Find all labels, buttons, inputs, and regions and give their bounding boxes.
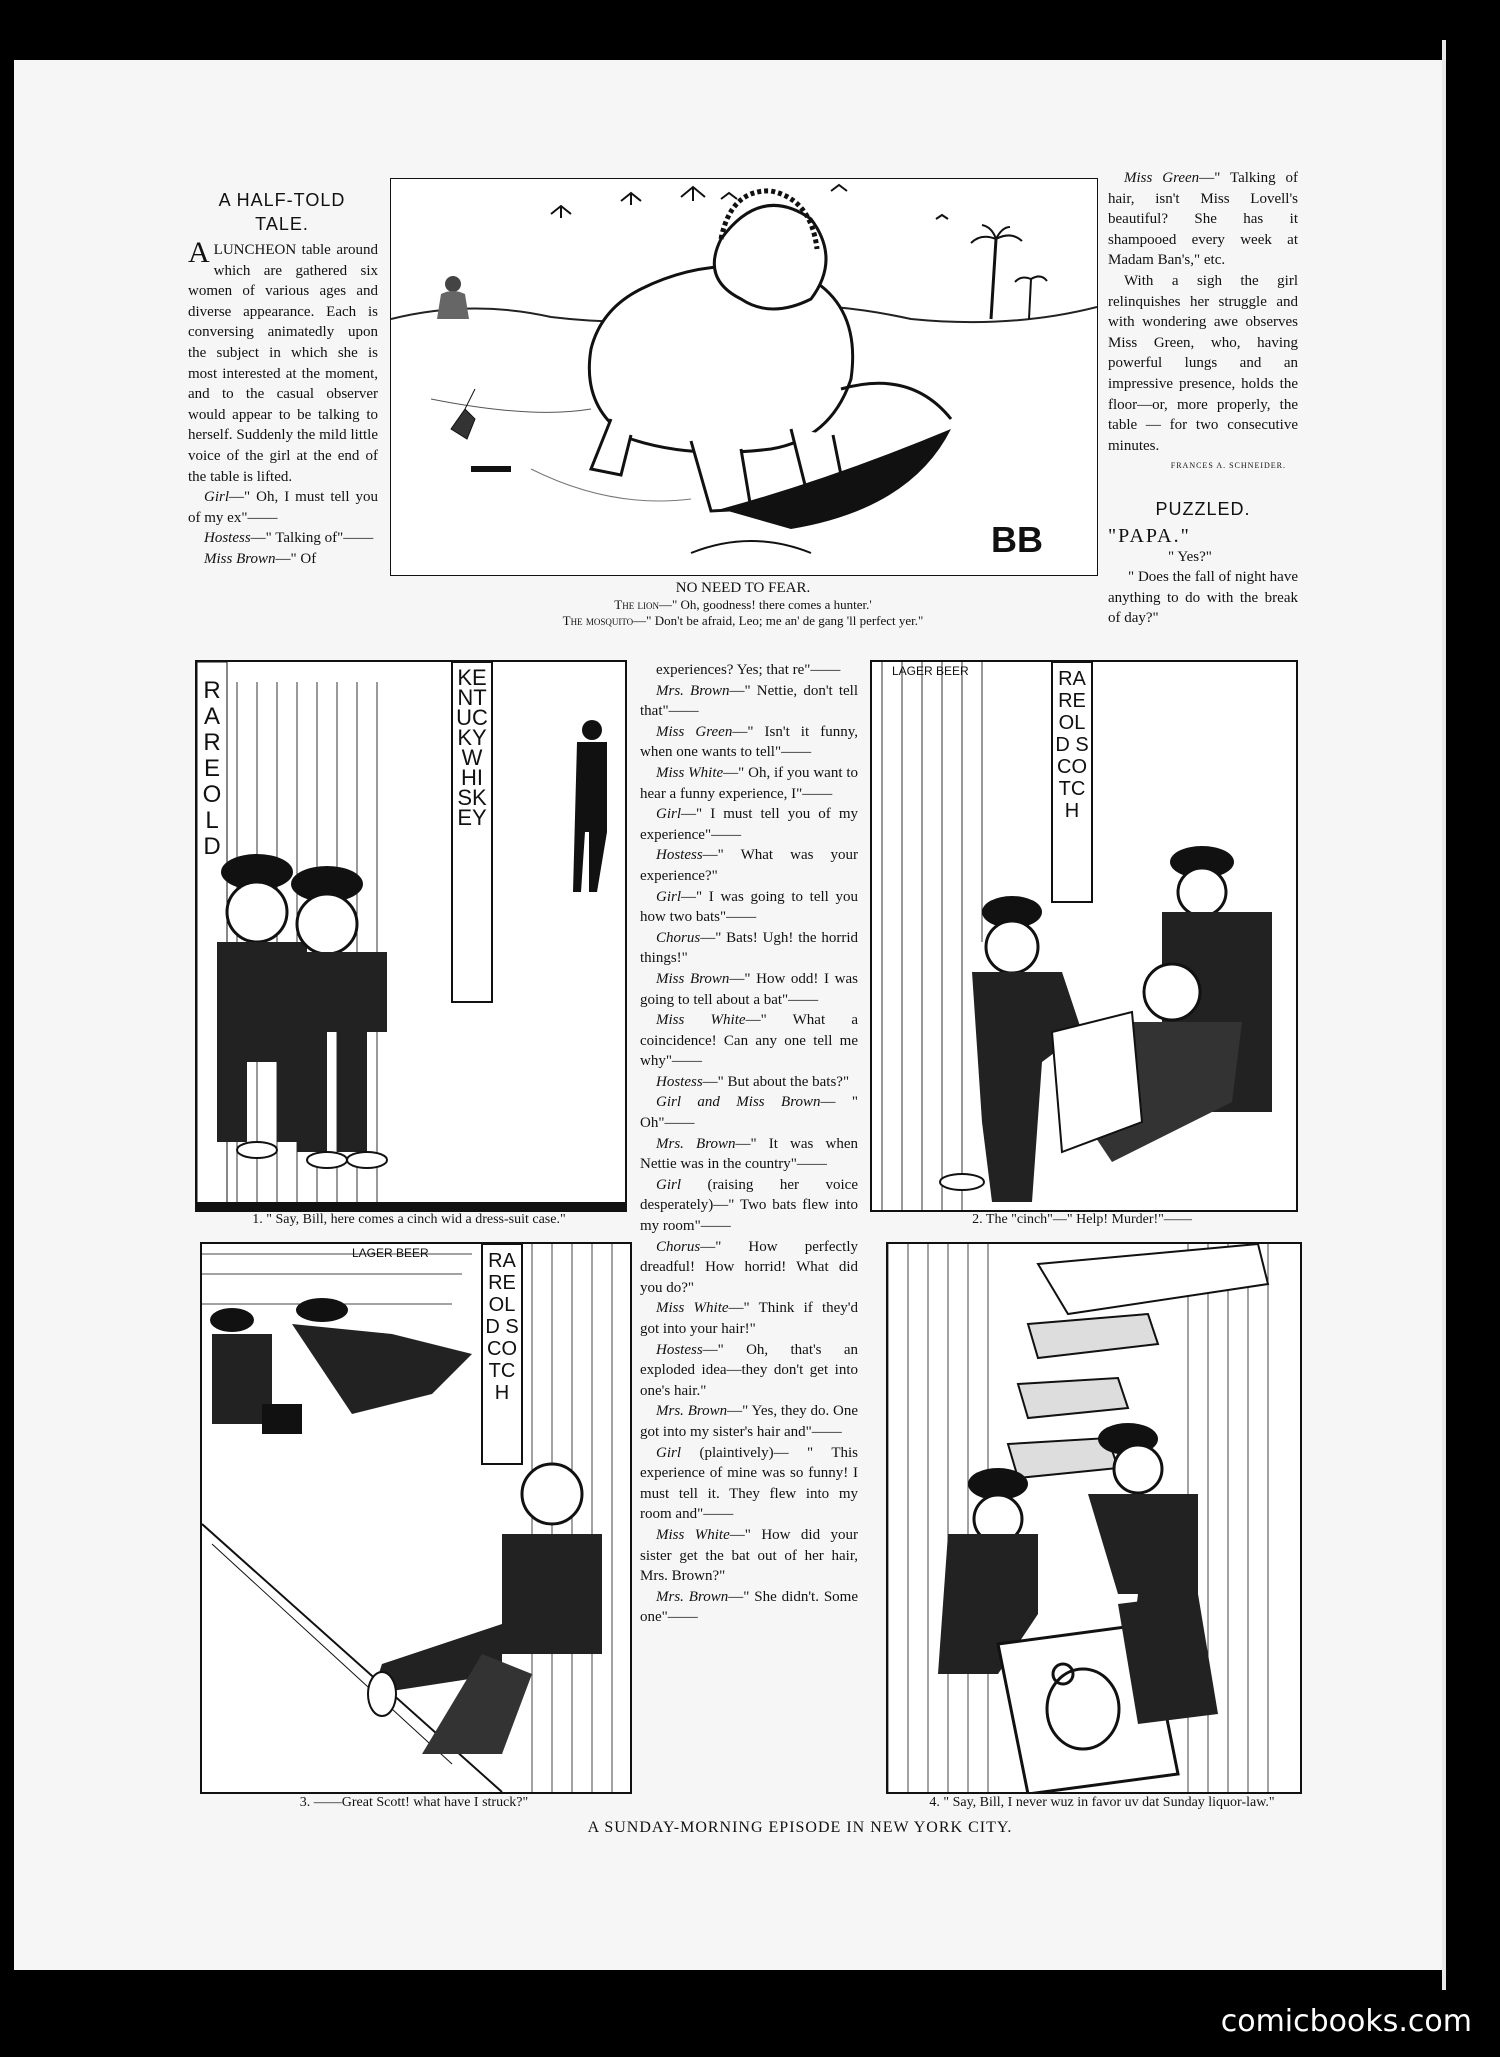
dialogue-text: —" Talking of"—— <box>250 530 374 547</box>
dialogue-paragraph <box>640 1175 858 1237</box>
mosquito-speaker: The mosquito <box>562 613 634 628</box>
comic-panel-4 <box>886 1242 1302 1794</box>
speaker-name: Miss White <box>656 764 724 781</box>
comic-panel-4-caption: 4. " Say, Bill, I never wuz in favor uv dat Sunday liquor-law." <box>929 1795 1275 1810</box>
sign-lager-beer-2: LAGER BEER <box>352 1246 429 1260</box>
lion-cartoon-caption <box>390 580 1096 629</box>
article-title <box>192 188 372 236</box>
article-title-line2: TALE. <box>255 214 309 234</box>
comic-panel-2 <box>870 660 1298 1212</box>
speaker-name: Hostess <box>656 1341 703 1358</box>
comic-panel-2-caption: 2. The "cinch"—" Help! Murder!"—— <box>972 1212 1192 1227</box>
lion-cartoon-line1 <box>390 597 1096 613</box>
lion-speaker: The lion <box>614 597 659 612</box>
speaker-name: Mrs. Brown <box>656 1588 729 1605</box>
speaker-name: Miss Brown <box>204 550 276 567</box>
speaker-name: Miss White <box>656 1012 746 1029</box>
dialogue-paragraph <box>640 681 858 722</box>
comic-panel-1-illustration <box>197 662 625 1210</box>
dialogue-text: —" Oh, that's an exploded idea—they don't get into one's hair." <box>640 1341 858 1399</box>
mosquito-quote: —" Don't be afraid, Leo; me an' de gang 'll perfect yer." <box>633 613 924 628</box>
dialogue-text: With a sigh the girl relinquishes her struggle and with wondering awe observes Miss Green, who, having powerful lungs and an impressive presence, holds the floor—or, more properly, the table — for two consecutive minutes. <box>1108 272 1298 454</box>
speaker-name: Hostess <box>204 530 251 547</box>
comic-panel-1-caption: 1. " Say, Bill, here comes a cinch wid a dress-suit case." <box>252 1212 566 1227</box>
dialogue-text: —" Talking of hair, isn't Miss Lovell's beautiful? She has it shampooed every week at Madam Ban's," etc. <box>1108 170 1298 269</box>
puzzled-text <box>1108 526 1298 629</box>
speaker-name: Girl <box>656 888 682 905</box>
lion-quote: —" Oh, goodness! there comes a hunter.' <box>658 597 872 612</box>
dialogue-paragraph <box>188 528 378 549</box>
speaker-name: Girl and Miss Brown <box>656 1094 821 1111</box>
comic-panel-3-illustration <box>202 1244 630 1792</box>
dialogue-paragraph <box>640 1092 858 1133</box>
dialogue-text: —" How odd! I was going to tell about a bat"—— <box>640 970 858 1008</box>
dialogue-paragraph <box>640 660 858 681</box>
drop-cap: A <box>188 236 210 269</box>
dialogue-paragraph <box>640 804 858 845</box>
puzzled-line3: " Does the fall of night have anything to do with the break of day?" <box>1108 569 1298 627</box>
lion-cartoon-frame <box>390 178 1098 576</box>
comic-panel-3 <box>200 1242 632 1794</box>
speaker-name: Chorus <box>656 929 701 946</box>
dialogue-paragraph <box>640 845 858 886</box>
speaker-name: Hostess <box>656 847 703 864</box>
dialogue-paragraph <box>640 1072 858 1093</box>
speaker-name: Miss Green <box>1124 170 1200 186</box>
puzzled-line1: "PAPA." <box>1108 525 1191 547</box>
dialogue-text: LUNCHEON table around which are gathered six women of various ages and diverse appearance. Each is conversing animatedly upon the subject in which she is most interested at the moment, and to the casual observer would appear to be talking to herself. Suddenly the mild little voice of the girl at the end of the table is lifted. <box>188 242 378 485</box>
speaker-name: Mrs. Brown <box>656 682 730 699</box>
dialogue-paragraph <box>640 1298 858 1339</box>
dialogue-text: experiences? Yes; that re"—— <box>656 662 841 678</box>
sign-kentucky-whiskey: KENTUCKY WHISKEY <box>456 665 488 830</box>
dialogue-text: (plaintively)— " This experience of mine was so funny! I must tell it. They flew into my room and"—— <box>640 1444 858 1523</box>
dialogue-text: —" Of <box>275 550 317 567</box>
speaker-name: Chorus <box>656 1238 701 1255</box>
dialogue-text: — " Oh"—— <box>640 1094 859 1132</box>
speaker-name: Girl <box>656 1444 682 1461</box>
sign-rare-old-scotch-2: RARE OLD SCOTCH <box>485 1250 519 1404</box>
dialogue-text: —" I was going to tell you how two bats"—— <box>640 888 858 926</box>
article-column-3 <box>1108 168 1298 456</box>
dialogue-paragraph <box>640 1237 858 1299</box>
dialogue-text: —" Oh, if you want to hear a funny experience, I"—— <box>640 764 858 802</box>
lion-cartoon-title: NO NEED TO FEAR. <box>675 580 811 596</box>
speaker-name: Girl <box>204 489 230 506</box>
artist-monogram: BB <box>991 519 1043 560</box>
dialogue-text: —" Think if they'd got into your hair!" <box>640 1300 859 1337</box>
dialogue-paragraph <box>640 928 858 969</box>
dialogue-text: (raising her voice desperately)—" Two bats flew into my room"—— <box>640 1176 858 1235</box>
dialogue-text: —" How did your sister get the bat out of her hair, Mrs. Brown?" <box>640 1526 859 1585</box>
site-watermark: comicbooks.com <box>1220 2004 1472 2039</box>
dialogue-paragraph <box>640 969 858 1010</box>
dialogue-paragraph <box>640 1340 858 1402</box>
comic-panel-1 <box>195 660 627 1212</box>
dialogue-paragraph <box>640 1443 858 1525</box>
dialogue-paragraph <box>640 1587 858 1628</box>
sign-rare-old: RARE OLD <box>202 677 222 860</box>
dialogue-paragraph <box>640 1134 858 1175</box>
dialogue-paragraph <box>640 1525 858 1587</box>
dialogue-text: —" She didn't. Some one"—— <box>640 1588 859 1626</box>
article-column-1 <box>188 236 378 570</box>
dialogue-paragraph <box>640 1010 858 1072</box>
dialogue-text: —" Yes, they do. One got into my sister's hair and"—— <box>640 1403 858 1440</box>
dialogue-paragraph <box>188 487 378 528</box>
speaker-name: Hostess <box>656 1073 703 1090</box>
comic-strip-title: A SUNDAY-MORNING EPISODE IN NEW YORK CITY. <box>587 1819 1013 1836</box>
puzzled-line2: " Yes?" <box>1168 548 1212 565</box>
comic-panel-3-caption: 3. ——Great Scott! what have I struck?" <box>299 1795 529 1810</box>
article-column-2 <box>640 660 858 1628</box>
speaker-name: Miss White <box>656 1300 729 1317</box>
page-edge <box>1442 40 1446 1990</box>
speaker-name: Miss Brown <box>656 970 730 987</box>
lion-cartoon-illustration <box>391 179 1097 575</box>
dialogue-text: —" What was your experience?" <box>640 847 858 884</box>
speaker-name: Miss Green <box>656 723 733 740</box>
speaker-name: Mrs. Brown <box>656 1403 728 1420</box>
lion-cartoon-line2 <box>390 613 1096 629</box>
dialogue-paragraph <box>1108 271 1298 456</box>
dialogue-paragraph <box>640 763 858 804</box>
puzzled-title: PUZZLED. <box>1155 499 1251 519</box>
dialogue-paragraph <box>1108 168 1298 271</box>
dialogue-text: —" What a coincidence! Can any one tell me why"—— <box>640 1012 859 1070</box>
dialogue-text: —" Bats! Ugh! the horrid things!" <box>640 929 858 967</box>
speaker-name: Miss White <box>656 1526 730 1543</box>
article-author: FRANCES A. SCHNEIDER. <box>1170 461 1286 470</box>
speaker-name: Girl <box>656 806 682 823</box>
dialogue-text: —" Isn't it funny, when one wants to tell"—— <box>640 723 858 761</box>
speaker-name: Girl <box>656 1176 682 1193</box>
dialogue-paragraph <box>640 887 858 928</box>
dialogue-text: —" It was when Nettie was in the country"—— <box>640 1135 858 1173</box>
sign-rare-old-scotch: RARE OLD SCOTCH <box>1055 668 1089 822</box>
dialogue-text: —" Oh, I must tell you of my ex"—— <box>188 489 378 526</box>
comic-panel-4-illustration <box>888 1244 1300 1792</box>
dialogue-text: —" Nettie, don't tell that"—— <box>640 682 858 720</box>
sign-lager-beer: LAGER BEER <box>892 664 969 678</box>
dialogue-paragraph <box>640 722 858 763</box>
speaker-name: Mrs. Brown <box>656 1135 736 1152</box>
dialogue-paragraph <box>640 1401 858 1442</box>
dialogue-text: —" I must tell you of my experience"—— <box>640 806 858 843</box>
dialogue-paragraph <box>188 549 378 570</box>
dialogue-text: —" How perfectly dreadful! How horrid! What did you do?" <box>640 1238 858 1296</box>
dialogue-text: —" But about the bats?" <box>702 1073 850 1090</box>
article-title-line1: A HALF-TOLD <box>218 190 346 210</box>
dialogue-paragraph <box>188 236 378 487</box>
